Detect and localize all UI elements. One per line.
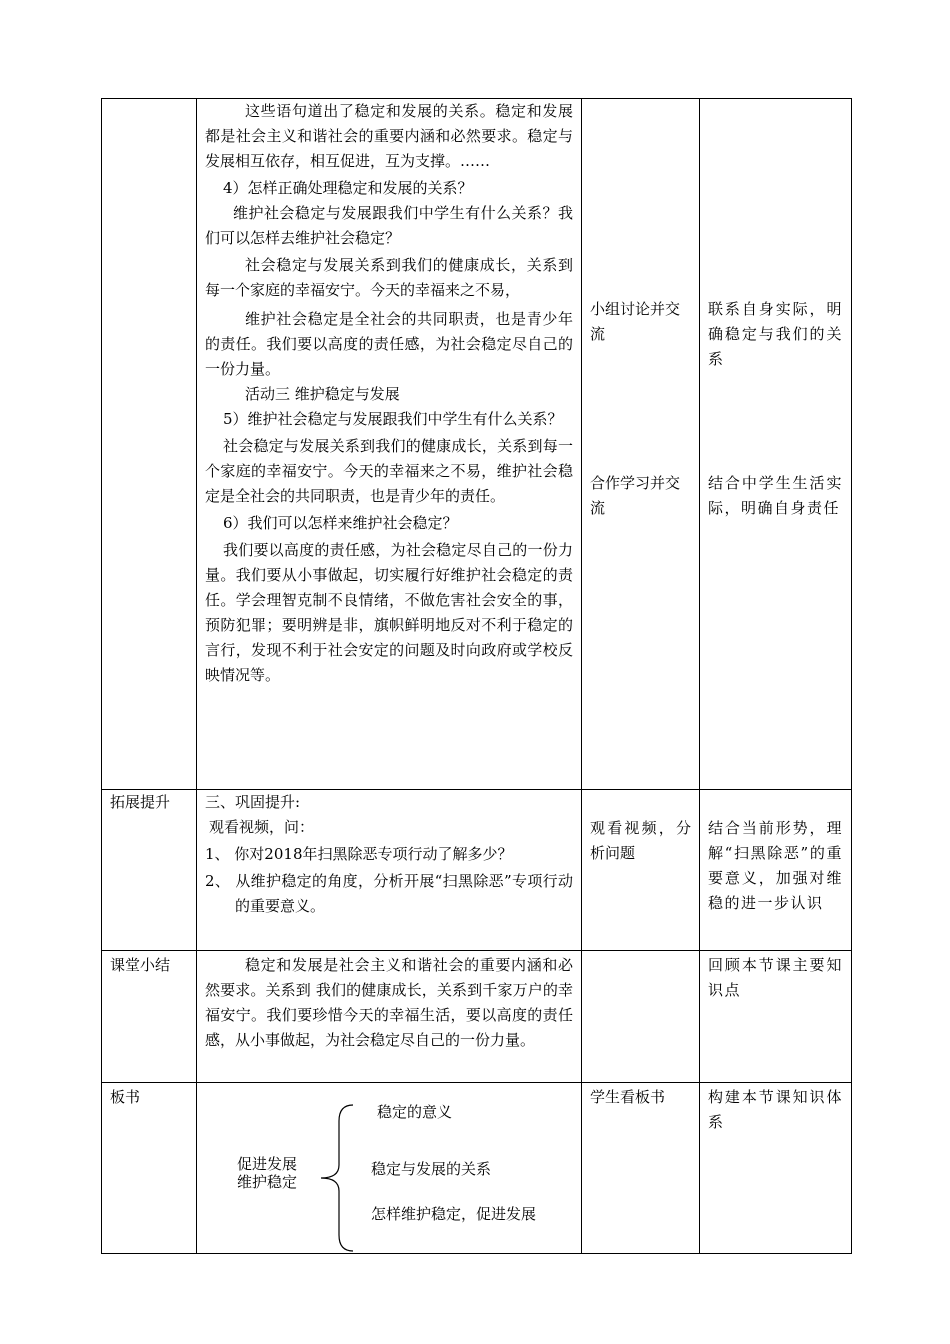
activity-three-heading: 活动三 维护稳定与发展: [245, 385, 400, 403]
summary-activity-cell: [582, 951, 700, 1083]
summary-label-cell: [102, 951, 197, 1083]
answer-5: 社会稳定与发展关系到我们的健康成长，关系到每一个家庭的幸福安宁。今天的幸福来之不易，维护社会稳定是全社会的共同职责，也是青少年的责任。: [205, 437, 573, 505]
intent-1: 联系自身实际，明确稳定与我们的关系: [708, 300, 843, 368]
board-diagram: [197, 1083, 581, 1253]
extension-question-2: 2、 从维护稳定的角度，分析开展“扫黑除恶”专项行动的重要意义。: [205, 872, 573, 915]
answer-6: 我们要以高度的责任感，为社会稳定尽自己的一份力量。我们要从小事做起，切实履行好维护社会稳定的责任。学会理智克制不良情绪，不做危害社会安全的事，预防犯罪；要明辨是非，旗帜鲜明地反对不利于稳定的言行，发现不利于社会安定的问题及时向政府或学校反映情况等。: [205, 541, 573, 684]
extension-intro: 观看视频，问：: [209, 818, 315, 836]
board-student-activity: 学生看板书: [590, 1088, 666, 1106]
intent-2: 结合中学生生活实际，明确自身责任: [708, 474, 843, 517]
main-row: [102, 99, 852, 790]
board-branch-3: 怎样维护稳定，促进发展: [371, 1205, 537, 1223]
summary-label: 课堂小结: [110, 956, 171, 974]
extension-question-1: 1、 你对2018年扫黑除恶专项行动了解多少？: [205, 845, 513, 863]
board-center-line2: 维护稳定: [237, 1173, 298, 1191]
question-relation: 维护社会稳定与发展跟我们中学生有什么关系？我们可以怎样去维护社会稳定？: [205, 204, 573, 247]
extension-content-cell: [197, 790, 582, 951]
paragraph-growth: 社会稳定与发展关系到我们的健康成长，关系到每一个家庭的幸福安宁。今天的幸福来之不易，: [205, 256, 573, 299]
main-intent-cell: [700, 99, 852, 790]
board-row: [102, 1083, 852, 1254]
board-intent-cell: [700, 1083, 852, 1254]
board-branch-2: 稳定与发展的关系: [371, 1160, 492, 1178]
board-intent: 构建本节课知识体系: [708, 1088, 843, 1131]
extension-heading: 三、巩固提升:: [205, 793, 301, 811]
question-5: 5）维护社会稳定与发展跟我们中学生有什么关系？: [223, 410, 563, 428]
extension-intent: 结合当前形势，理解“扫黑除恶”的重要意义，加强对维稳的进一步认识: [708, 819, 843, 912]
summary-intent: 回顾本节课主要知识点: [708, 956, 843, 999]
board-label-cell: [102, 1083, 197, 1254]
board-branch-1: 稳定的意义: [377, 1103, 453, 1121]
extension-row: [102, 790, 852, 951]
extension-label: 拓展提升: [110, 793, 171, 811]
board-activity-cell: [582, 1083, 700, 1254]
brace-icon: [309, 1103, 359, 1253]
student-activity-1: 小组讨论并交流: [590, 300, 681, 343]
main-content-cell: [197, 99, 582, 790]
main-label-cell: [102, 99, 197, 790]
summary-text: 稳定和发展是社会主义和谐社会的重要内涵和必然要求。关系到 我们的健康成长，关系到千家万户的幸福安宁。我们要珍惜今天的幸福生活，要以高度的责任感，从小事做起，为社会稳定尽自己的一份力量。: [205, 956, 573, 1049]
question-4: 4）怎样正确处理稳定和发展的关系？: [223, 179, 473, 197]
board-center-line1: 促进发展: [237, 1155, 298, 1173]
paragraph-duty: 维护社会稳定是全社会的共同职责，也是青少年的责任。我们要以高度的责任感，为社会稳定尽自己的一份力量。: [205, 310, 573, 378]
main-activity-cell: [582, 99, 700, 790]
extension-activity-cell: [582, 790, 700, 951]
summary-content-cell: [197, 951, 582, 1083]
extension-label-cell: [102, 790, 197, 951]
extension-intent-cell: [700, 790, 852, 951]
board-content-cell: [197, 1083, 582, 1254]
student-activity-2: 合作学习并交流: [590, 474, 681, 517]
lesson-plan-table: [101, 98, 852, 1254]
extension-student-activity: 观看视频，分析问题: [590, 819, 691, 862]
summary-intent-cell: [700, 951, 852, 1083]
board-label: 板书: [110, 1088, 141, 1106]
question-6: 6）我们可以怎样来维护社会稳定？: [223, 514, 458, 532]
summary-row: [102, 951, 852, 1083]
paragraph-relation: 这些语句道出了稳定和发展的关系。稳定和发展都是社会主义和谐社会的重要内涵和必然要求。稳定与发展相互依存，相互促进，互为支撑。……: [205, 102, 573, 170]
